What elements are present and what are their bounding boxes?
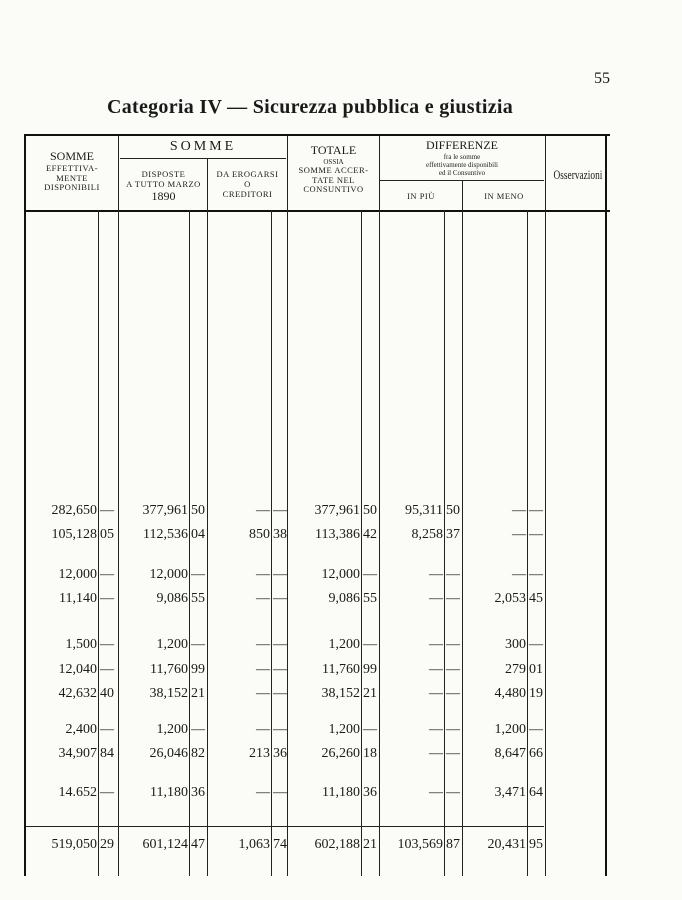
- meno-amount: 1,200: [494, 722, 526, 737]
- meno-cents: 01: [529, 662, 543, 677]
- piu-amount: —: [429, 785, 443, 800]
- meno-amount: 3,471: [494, 785, 526, 800]
- dispo-cents: 50: [191, 503, 205, 518]
- col-border: [462, 180, 463, 876]
- dispo-cents: 36: [191, 785, 205, 800]
- erog-amount: —: [256, 686, 270, 701]
- header-in-piu: IN PIÙ: [407, 191, 435, 201]
- erog-cents: 74: [273, 837, 287, 852]
- disp-cents: 29: [100, 837, 114, 852]
- tot-cents: 21: [363, 686, 377, 701]
- dispo-amount: 377,961: [142, 503, 188, 518]
- erog-cents: —: [273, 591, 287, 606]
- disp-amount: 14.652: [58, 785, 97, 800]
- piu-amount: —: [429, 686, 443, 701]
- erog-amount: —: [256, 567, 270, 582]
- page-title: Categoria IV — Sicurezza pubblica e giustizia: [106, 96, 514, 118]
- disp-cents: —: [100, 662, 114, 677]
- disp-cents: 05: [100, 527, 114, 542]
- meno-amount: 2,053: [494, 591, 526, 606]
- tot-cents: —: [363, 722, 377, 737]
- tot-amount: 11,180: [322, 785, 360, 800]
- cents-divider: [361, 210, 362, 876]
- tot-cents: 50: [363, 503, 377, 518]
- tot-amount: 377,961: [314, 503, 360, 518]
- disp-amount: 12,040: [58, 662, 97, 677]
- meno-amount: 4,480: [494, 686, 526, 701]
- erog-cents: —: [273, 722, 287, 737]
- disp-amount: 12,000: [58, 567, 97, 582]
- table-top-rule: [24, 134, 610, 136]
- disp-cents: —: [100, 637, 114, 652]
- disp-amount: 105,128: [51, 527, 97, 542]
- tot-cents: 21: [363, 837, 377, 852]
- disp-cents: —: [100, 567, 114, 582]
- cents-divider: [527, 210, 528, 876]
- header-somme-disponibili: SOMME EFFETTIVA- MENTE DISPONIBILI: [44, 149, 100, 193]
- erog-amount: —: [256, 591, 270, 606]
- erog-amount: 1,063: [238, 837, 270, 852]
- tot-amount: 12,000: [321, 567, 360, 582]
- dispo-amount: 1,200: [156, 722, 188, 737]
- meno-cents: 64: [529, 785, 543, 800]
- header-osservazioni: Osservazioni: [553, 167, 603, 182]
- tot-amount: 1,200: [328, 722, 360, 737]
- disp-cents: —: [100, 785, 114, 800]
- piu-amount: 95,311: [405, 503, 443, 518]
- piu-cents: —: [446, 567, 460, 582]
- erog-cents: —: [273, 785, 287, 800]
- erog-amount: —: [256, 722, 270, 737]
- dispo-cents: 04: [191, 527, 205, 542]
- erog-amount: —: [256, 503, 270, 518]
- tot-amount: 113,386: [315, 527, 360, 542]
- erog-amount: —: [256, 637, 270, 652]
- disp-cents: —: [100, 503, 114, 518]
- tot-amount: 11,760: [322, 662, 360, 677]
- meno-cents: 66: [529, 746, 543, 761]
- header-somme-group: SOMME: [169, 139, 237, 154]
- piu-cents: 50: [446, 503, 460, 518]
- header-totale: TOTALE OSSIA SOMME ACCER- TATE NEL CONSUNTIVO: [298, 143, 369, 195]
- disp-amount: 282,650: [51, 503, 97, 518]
- col-border: [24, 136, 26, 876]
- tot-amount: 9,086: [328, 591, 360, 606]
- dispo-cents: —: [191, 567, 205, 582]
- meno-cents: 95: [529, 837, 543, 852]
- piu-amount: 103,569: [397, 837, 443, 852]
- erog-amount: 850: [249, 527, 270, 542]
- page-number: 55: [594, 70, 610, 87]
- dispo-amount: 601,124: [142, 837, 188, 852]
- erog-cents: —: [273, 637, 287, 652]
- tot-amount: 26,260: [321, 746, 360, 761]
- dispo-cents: 47: [191, 837, 205, 852]
- tot-cents: 99: [363, 662, 377, 677]
- erog-cents: —: [273, 567, 287, 582]
- disp-amount: 42,632: [58, 686, 97, 701]
- meno-amount: —: [512, 527, 526, 542]
- meno-amount: —: [512, 567, 526, 582]
- col-border: [118, 136, 119, 876]
- dispo-amount: 11,760: [150, 662, 188, 677]
- meno-cents: —: [529, 722, 543, 737]
- meno-cents: —: [529, 527, 543, 542]
- tot-amount: 1,200: [328, 637, 360, 652]
- piu-cents: —: [446, 785, 460, 800]
- tot-cents: 36: [363, 785, 377, 800]
- piu-cents: —: [446, 686, 460, 701]
- meno-cents: —: [529, 567, 543, 582]
- piu-amount: —: [429, 591, 443, 606]
- disp-amount: 519,050: [51, 837, 97, 852]
- dispo-amount: 1,200: [156, 637, 188, 652]
- piu-amount: —: [429, 567, 443, 582]
- col-border: [379, 136, 380, 876]
- piu-amount: —: [429, 722, 443, 737]
- tot-amount: 602,188: [314, 837, 360, 852]
- cents-divider: [271, 210, 272, 876]
- header-differenze: DIFFERENZE fra le somme effettivamente disponibili ed il Consuntivo: [426, 138, 498, 177]
- disp-amount: 1,500: [65, 637, 97, 652]
- meno-amount: 300: [505, 637, 526, 652]
- meno-cents: 45: [529, 591, 543, 606]
- dispo-cents: 82: [191, 746, 205, 761]
- header-disposte: DISPOSTE A TUTTO MARZO 1890: [126, 169, 201, 203]
- col-border: [605, 136, 607, 876]
- tot-amount: 38,152: [321, 686, 360, 701]
- erog-amount: 213: [249, 746, 270, 761]
- erog-cents: —: [273, 662, 287, 677]
- disp-cents: —: [100, 591, 114, 606]
- dispo-cents: 99: [191, 662, 205, 677]
- header-da-erogarsi: DA EROGARSI O CREDITORI: [216, 169, 279, 199]
- piu-cents: —: [446, 746, 460, 761]
- meno-cents: —: [529, 503, 543, 518]
- meno-cents: —: [529, 637, 543, 652]
- meno-cents: 19: [529, 686, 543, 701]
- somme-group-rule: [120, 158, 286, 159]
- dispo-cents: 21: [191, 686, 205, 701]
- piu-cents: —: [446, 591, 460, 606]
- piu-cents: 37: [446, 527, 460, 542]
- erog-cents: 38: [273, 527, 287, 542]
- tot-cents: 42: [363, 527, 377, 542]
- tot-cents: —: [363, 567, 377, 582]
- dispo-cents: 55: [191, 591, 205, 606]
- piu-amount: —: [429, 637, 443, 652]
- cents-divider: [189, 210, 190, 876]
- disp-amount: 2,400: [65, 722, 97, 737]
- erog-cents: —: [273, 686, 287, 701]
- disp-cents: 40: [100, 686, 114, 701]
- col-border: [287, 136, 288, 876]
- col-border: [545, 136, 546, 876]
- disp-amount: 34,907: [58, 746, 97, 761]
- piu-amount: —: [429, 746, 443, 761]
- cents-divider: [98, 210, 99, 876]
- dispo-amount: 112,536: [143, 527, 188, 542]
- meno-amount: 20,431: [487, 837, 526, 852]
- dispo-cents: —: [191, 637, 205, 652]
- dispo-cents: —: [191, 722, 205, 737]
- dispo-amount: 9,086: [156, 591, 188, 606]
- header-bottom-rule: [24, 210, 610, 212]
- erog-cents: 36: [273, 746, 287, 761]
- cents-divider: [444, 210, 445, 876]
- tot-cents: —: [363, 637, 377, 652]
- piu-cents: —: [446, 722, 460, 737]
- tot-cents: 55: [363, 591, 377, 606]
- totals-rule: [24, 826, 544, 827]
- piu-amount: 8,258: [411, 527, 443, 542]
- col-border: [207, 158, 208, 876]
- meno-amount: 8,647: [494, 746, 526, 761]
- meno-amount: 279: [505, 662, 526, 677]
- dispo-amount: 11,180: [150, 785, 188, 800]
- piu-cents: —: [446, 662, 460, 677]
- piu-cents: —: [446, 637, 460, 652]
- disp-cents: —: [100, 722, 114, 737]
- piu-amount: —: [429, 662, 443, 677]
- header-in-meno: IN MENO: [484, 191, 524, 201]
- disp-amount: 11,140: [59, 591, 97, 606]
- dispo-amount: 26,046: [149, 746, 188, 761]
- erog-amount: —: [256, 785, 270, 800]
- disp-cents: 84: [100, 746, 114, 761]
- dispo-amount: 38,152: [149, 686, 188, 701]
- tot-cents: 18: [363, 746, 377, 761]
- piu-cents: 87: [446, 837, 460, 852]
- erog-amount: —: [256, 662, 270, 677]
- meno-amount: —: [512, 503, 526, 518]
- erog-cents: —: [273, 503, 287, 518]
- dispo-amount: 12,000: [149, 567, 188, 582]
